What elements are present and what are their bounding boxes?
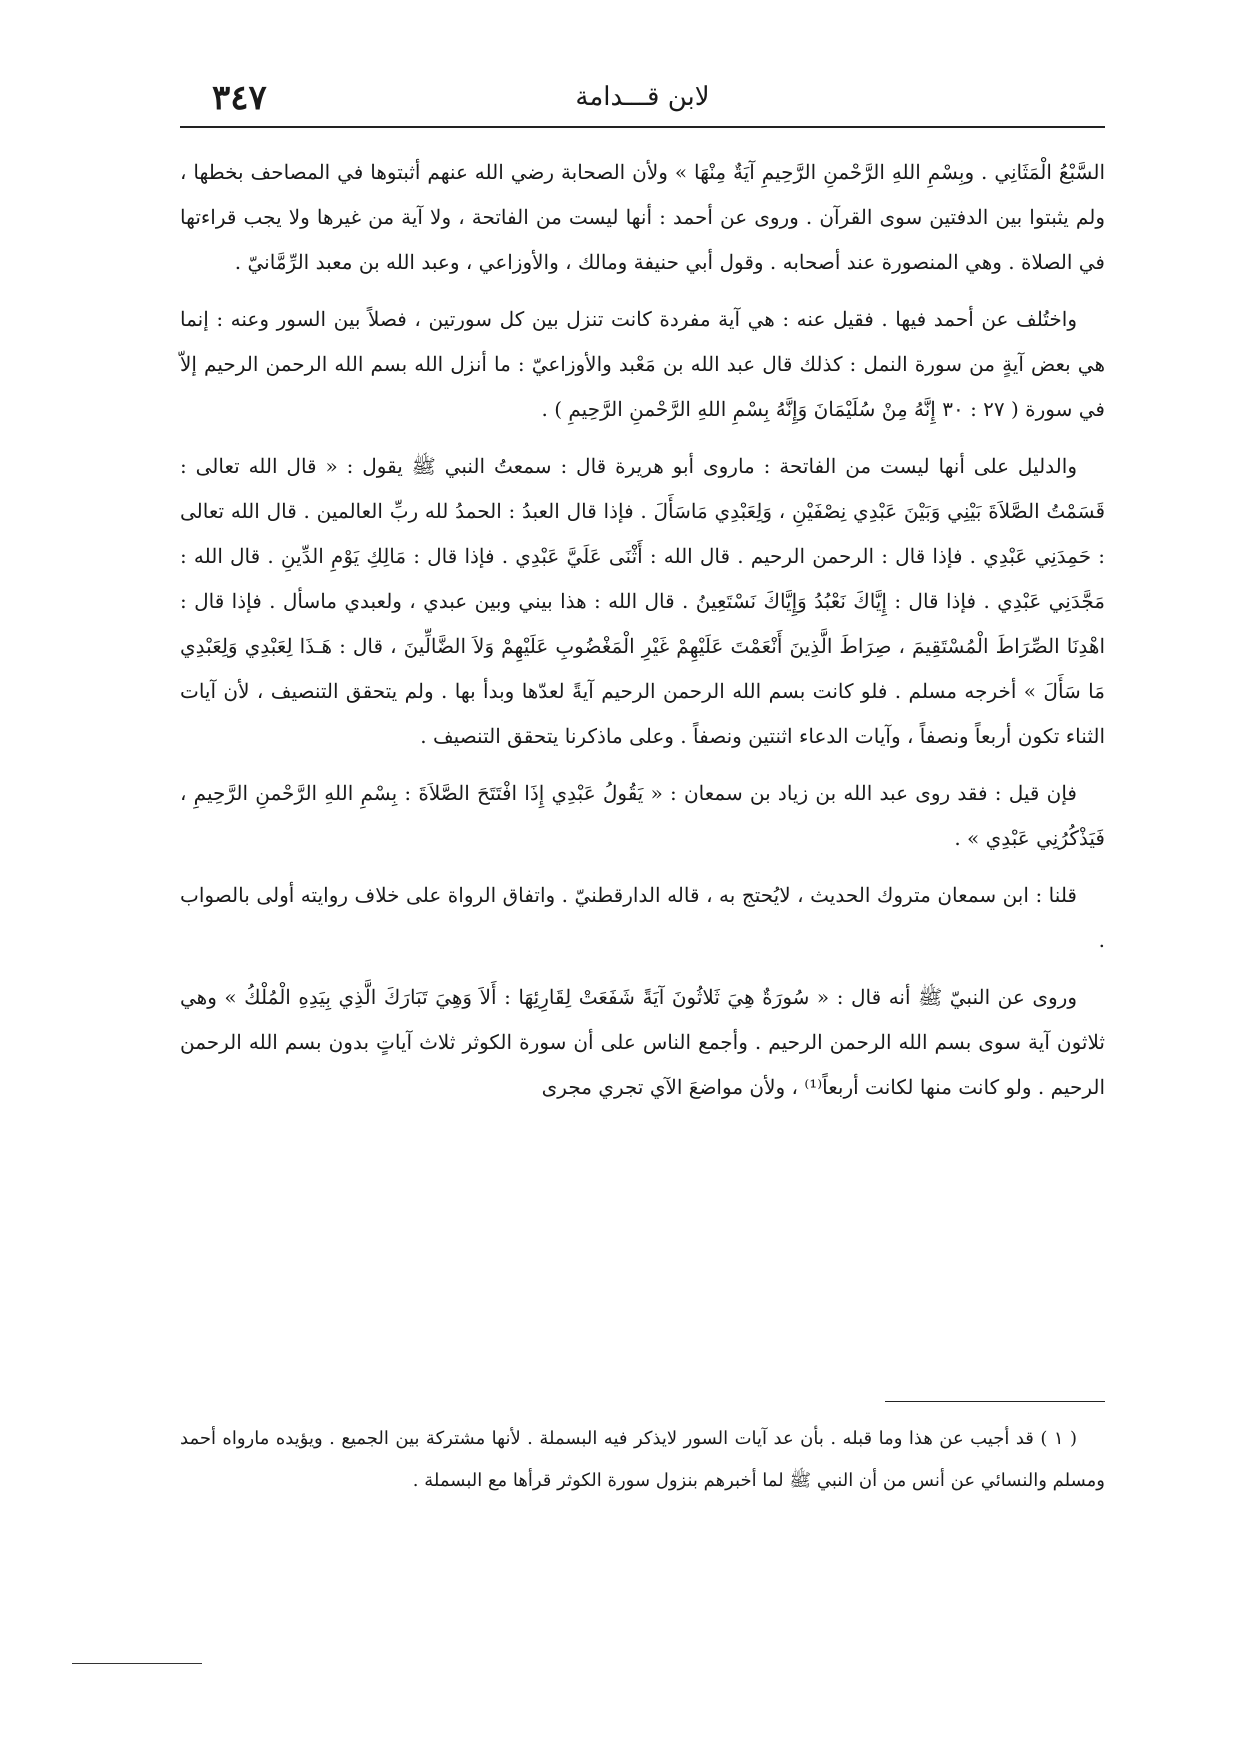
running-title: لابن قـــدامة bbox=[575, 82, 710, 112]
paragraph-6: وروى عن النبيّ ﷺ أنه قال : « سُورَةٌ هِيَ ثَلاثُونَ آيَةً شَفَعَتْ لِقَارِئِهَا : أَلاَ وَهِيَ تَبَارَكَ الَّذِي بِيَدِهِ الْمُلْكُ » وهي ثلاثون آية سوى بسم الله الرحمن الرحيم . وأجمع الناس على أن سورة الكوثر ثلاث آياتٍ بدون بسم الله الرحمن الرحيم . ولو كانت منها لكانت أربعاً⁽¹⁾ ، ولأن مواضعَ الآي تجري مجرى bbox=[180, 985, 1105, 1099]
page-header bbox=[180, 78, 1105, 122]
bottom-rule bbox=[72, 1663, 202, 1664]
paragraph-5: قلنا : ابن سمعان متروك الحديث ، لايُحتج به ، قاله الدارقطنيّ . واتفاق الرواة على خلاف روايته أولى بالصواب . bbox=[180, 883, 1105, 952]
footnote-1: ( ١ ) قد أجيب عن هذا وما قبله . بأن عد آيات السور لايذكر فيه البسملة . لأنها مشتركة بين الجميع . ويؤيده مارواه أحمد ومسلم والنسائي عن أنس من أن النبي ﷺ لما أخبرهم بنزول سورة الكوثر قرأها مع البسملة . bbox=[180, 1428, 1105, 1491]
paragraph-3: والدليل على أنها ليست من الفاتحة : ماروى أبو هريرة قال : سمعتُ النبي ﷺ يقول : « قال الله تعالى : قَسَمْتُ الصَّلاَةَ بَيْنِي وَبَيْنَ عَبْدِي نِصْفَيْنِ ، وَلِعَبْدِي مَاسَأَلَ . فإذا قال العبدُ : الحمدُ لله ربِّ العالمين . قال الله تعالى : حَمِدَنِي عَبْدِي . فإذا قال : الرحمن الرحيم . قال الله : أَثْنَى عَلَيَّ عَبْدِي . فإذا قال : مَالِكِ يَوْمِ الدِّينِ . قال الله : مَجَّدَنِي عَبْدِي . فإذا قال : إِيَّاكَ نَعْبُدُ وَإِيَّاكَ نَسْتَعِينُ . قال الله : هذا بيني وبين عبدي ، ولعبدي ماسأل . فإذا قال : اهْدِنَا الصِّرَاطَ الْمُسْتَقِيمَ ، صِرَاطَ الَّذِينَ أَنْعَمْتَ عَلَيْهِمْ غَيْرِ الْمَغْضُوبِ عَلَيْهِمْ وَلاَ الضَّالِّينَ ، قال : هَـذَا لِعَبْدِي وَلِعَبْدِي مَا سَأَلَ » أخرجه مسلم . فلو كانت بسم الله الرحمن الرحيم آيةً لعدّها وبدأ بها . ولم يتحقق التنصيف ، لأن آيات الثناء تكون أربعاً ونصفاً ، وآيات الدعاء اثنتين ونصفاً . وعلى ماذكرنا يتحقق التنصيف . bbox=[180, 454, 1106, 748]
paragraph-4: فإن قيل : فقد روى عبد الله بن زياد بن سمعان : « يَقُولُ عَبْدِي إِذَا افْتَتَحَ الصَّلاَةَ : بِسْمِ اللهِ الرَّحْمنِ الرَّحِيمِ ، فَيَذْكُرُنِي عَبْدِي » . bbox=[180, 781, 1105, 850]
header-rule bbox=[180, 126, 1105, 128]
page-number: ٣٤٧ bbox=[212, 78, 267, 118]
main-text bbox=[180, 150, 1105, 1122]
footnote-separator bbox=[885, 1401, 1105, 1402]
paragraph-2: واختُلف عن أحمد فيها . فقيل عنه : هي آية مفردة كانت تنزل بين كل سورتين ، فصلاً بين السور وعنه : إنما هي بعض آيةٍ من سورة النمل : كذلك قال عبد الله بن مَعْبد والأوزاعيّ : ما أنزل الله بسم الله الرحمن الرحيم إلاّ في سورة ( ٢٧ : ٣٠ إِنَّهُ مِنْ سُلَيْمَانَ وَإِنَّهُ بِسْمِ اللهِ الرَّحْمنِ الرَّحِيمِ ) . bbox=[180, 307, 1105, 421]
paragraph-1: السَّبْعُ الْمَثَانِي . وبِسْمِ اللهِ الرَّحْمنِ الرَّحِيمِ آيَةٌ مِنْهَا » ولأن الصحابة رضي الله عنهم أثبتوها في المصاحف بخطها ، ولم يثبتوا بين الدفتين سوى القرآن . وروى عن أحمد : أنها ليست من الفاتحة ، ولا آية من غيرها ولا يجب قراءتها في الصلاة . وهي المنصورة عند أصحابه . وقول أبي حنيفة ومالك ، والأوزاعي ، وعبد الله بن معبد الرِّمَّانيّ . bbox=[180, 160, 1105, 274]
footnotes bbox=[180, 1418, 1105, 1502]
